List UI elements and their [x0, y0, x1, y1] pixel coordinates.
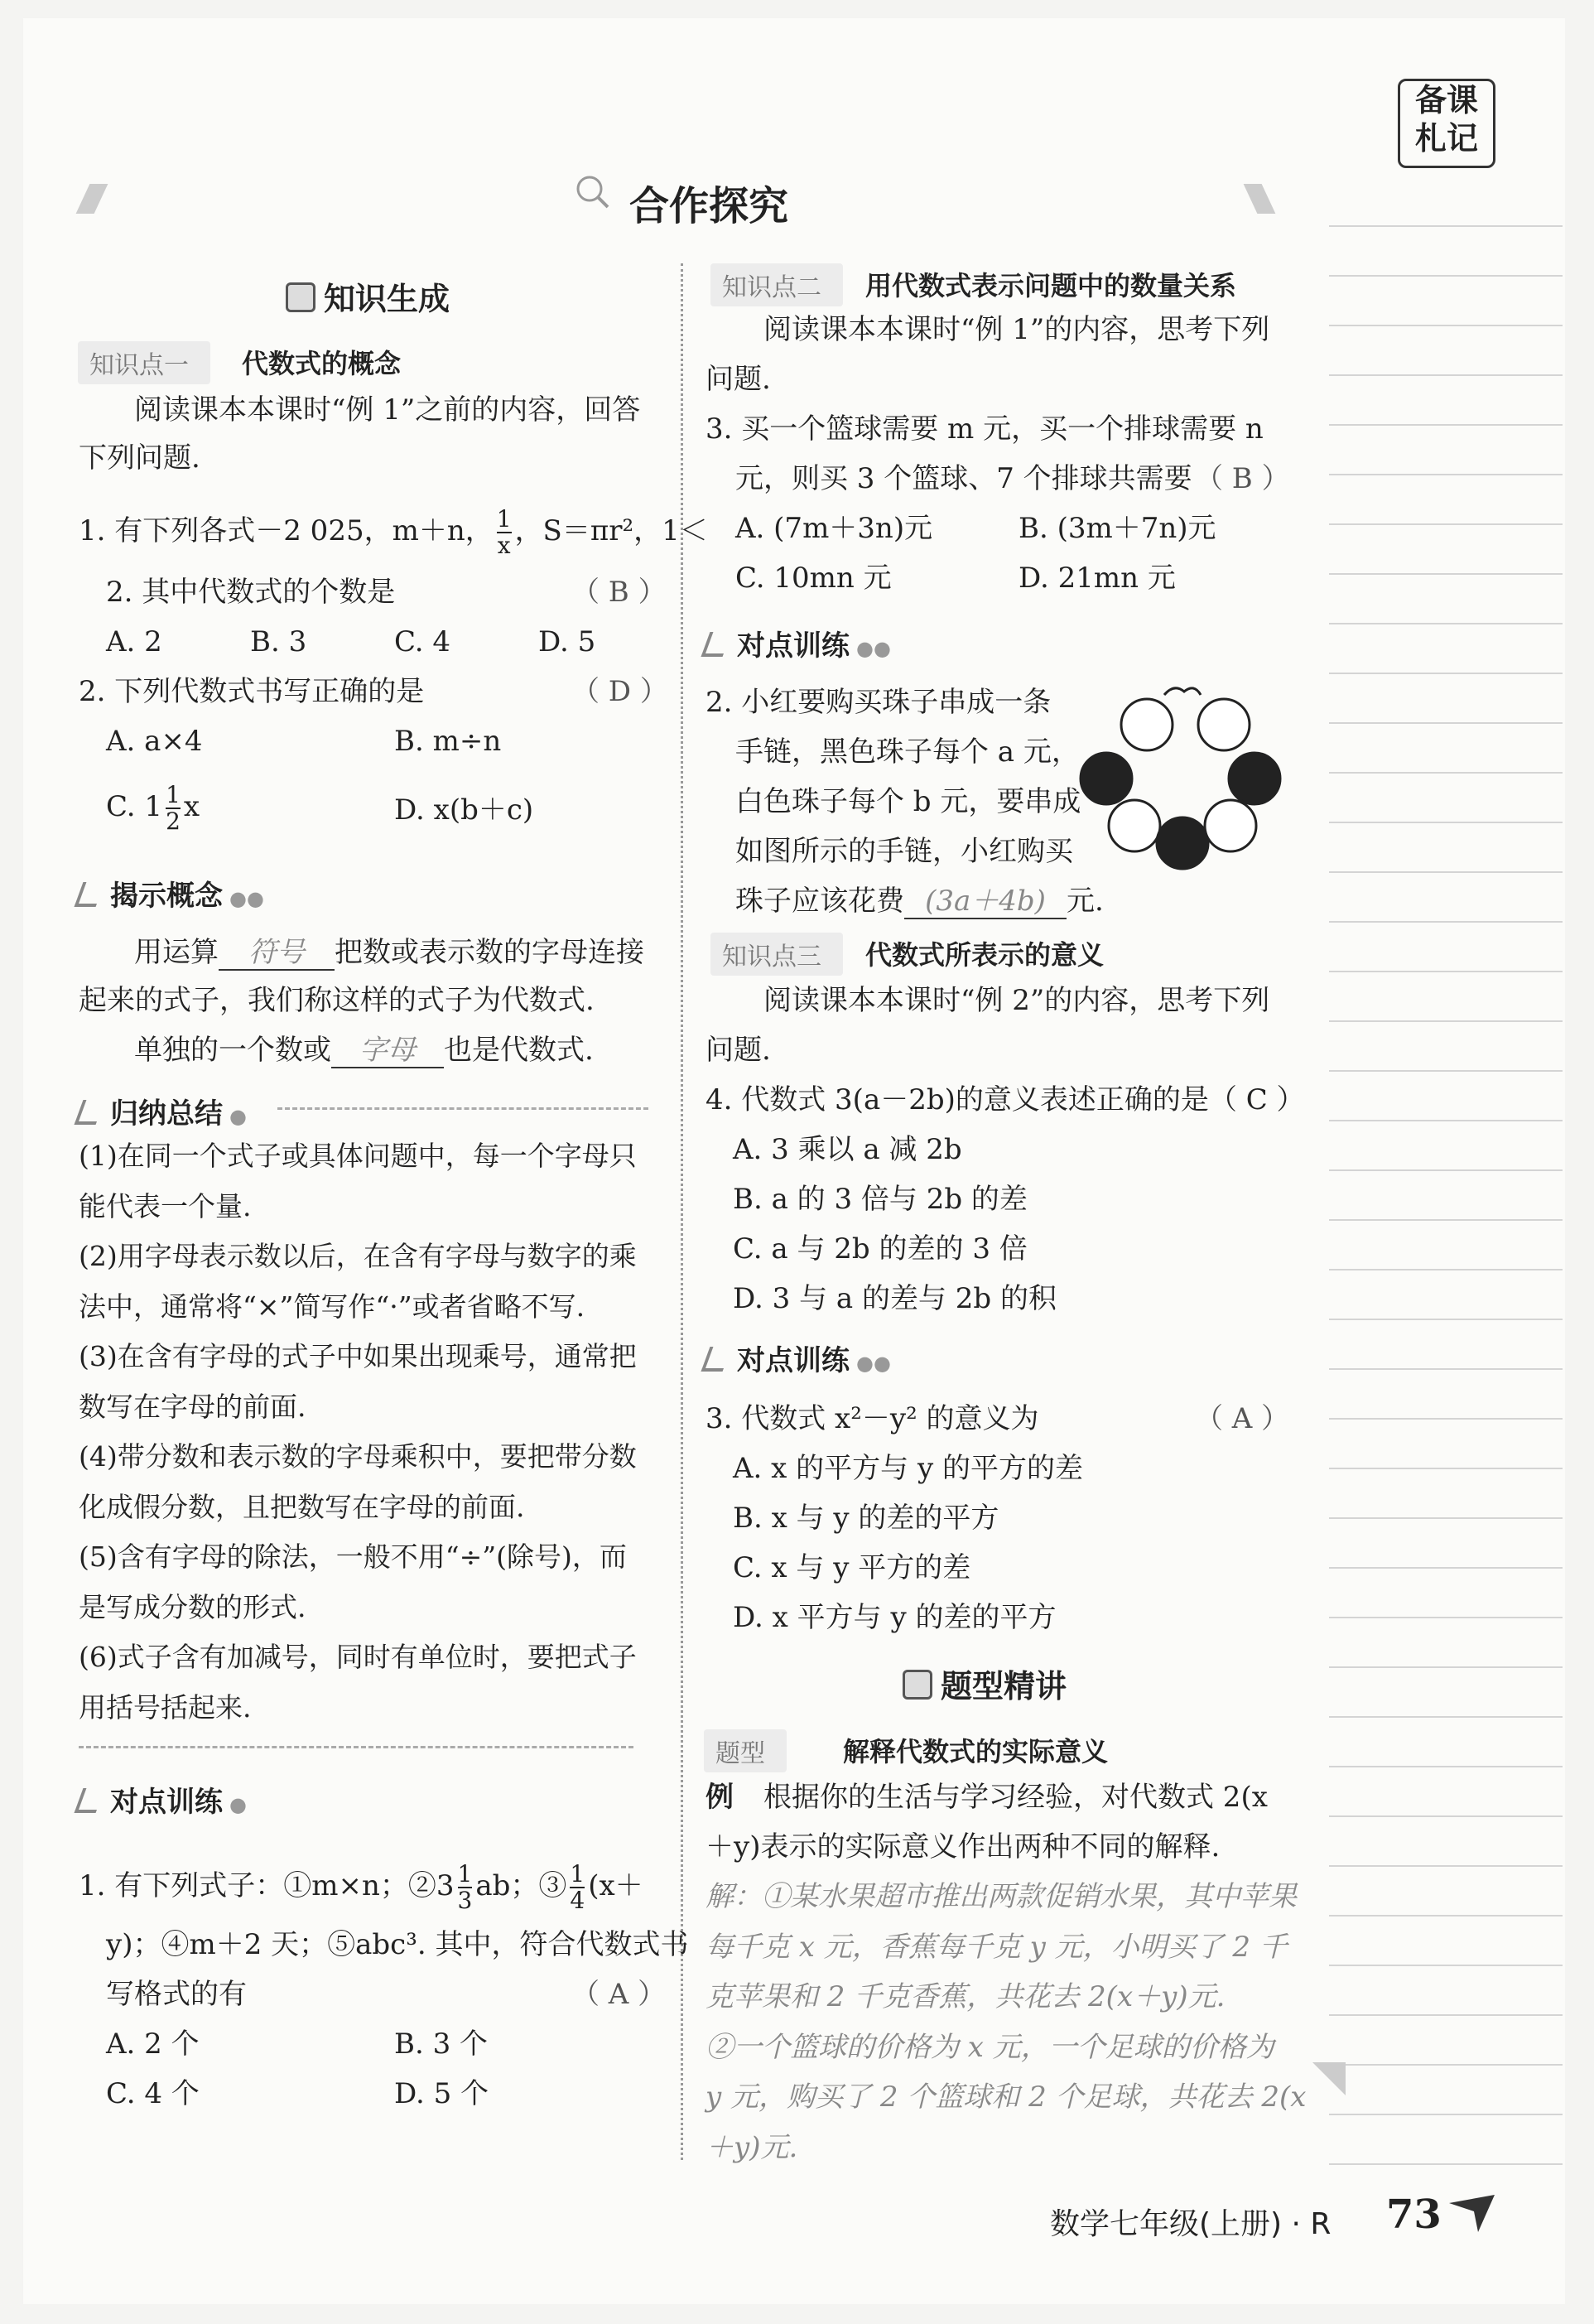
- kp2-tag: 知识点二: [710, 263, 843, 306]
- pen-icon: [75, 1100, 105, 1125]
- note-line: [1329, 2114, 1563, 2115]
- train3-heading: [706, 1338, 891, 1378]
- q1-option-b: B. 3: [250, 625, 307, 658]
- summary-line: 是写成分数的形式.: [79, 1590, 306, 1623]
- tq1-frac-2: [570, 1862, 585, 1913]
- note-line: [1329, 1815, 1563, 1817]
- white-bead: [1109, 800, 1160, 851]
- q2-option-a: A. a×4: [106, 725, 203, 758]
- q3-option-b: B. (3m＋7n)元: [1019, 512, 1216, 545]
- tq1-mid: ab；③: [475, 1869, 567, 1902]
- tq1-answer: （ A ）: [571, 1978, 667, 2011]
- tq3-stem: 3. 代数式 x²－y² 的意义为: [706, 1402, 1039, 1435]
- q2-option-c: [106, 783, 200, 834]
- white-bead: [1205, 800, 1256, 851]
- note-line: [1329, 424, 1563, 426]
- q1-frac-den: x: [497, 532, 511, 559]
- q3-option-a: A. (7m＋3n)元: [735, 512, 933, 545]
- summary-title: 归纳总结: [110, 1097, 223, 1131]
- note-line: [1329, 1716, 1563, 1718]
- kp2-title: 用代数式表示问题中的数量关系: [865, 270, 1237, 301]
- reveal-p2-post: 也是代数式.: [444, 1034, 594, 1067]
- pen-icon: [701, 1347, 732, 1372]
- note-line: [1329, 225, 1563, 227]
- reveal-p2-blank: 字母: [331, 1034, 444, 1068]
- section-title: 知识生成: [324, 281, 450, 317]
- notes-box-line-2: 札记: [1414, 120, 1478, 157]
- q2-answer: （ D ）: [571, 675, 668, 708]
- section-knowledge-generation: [286, 273, 450, 319]
- pen-icon: [701, 632, 732, 657]
- summary-line: (4)带分数和表示数的字母乘积中，要把带分数: [79, 1440, 637, 1473]
- kp1-tag: 知识点一: [78, 341, 210, 384]
- black-bead: [1081, 753, 1132, 804]
- example-line-2: ＋y)表示的实际意义作出两种不同的解释.: [706, 1830, 1221, 1864]
- kp2-intro-1: 阅读课本本课时“例 1”的内容，思考下列: [763, 313, 1270, 346]
- tq2-blank: (3a＋4b): [904, 885, 1067, 919]
- q4-option-d: D. 3 与 a 的差与 2b 的积: [733, 1282, 1057, 1315]
- summary-top-line: [277, 1107, 648, 1110]
- train2-title: 对点训练: [737, 629, 850, 663]
- reveal-p1-blank: 符号: [219, 936, 335, 971]
- tq1-frac-1: [458, 1862, 473, 1913]
- reveal-heading: [79, 873, 264, 914]
- note-line: [1329, 722, 1563, 724]
- kp3-tag: 知识点三: [710, 933, 843, 976]
- tq3-option-a: A. x 的平方与 y 的平方的差: [733, 1452, 1083, 1485]
- q1-line-1: [79, 507, 708, 558]
- q2-optc-post: x: [183, 790, 200, 823]
- tq1-option-a: A. 2 个: [106, 2027, 200, 2061]
- tq2-line: 手链，黑色珠子每个 a 元，: [735, 735, 1080, 769]
- tq2-line: 白色珠子每个 b 元，要串成: [735, 785, 1081, 818]
- q1-frac-num: 1: [496, 505, 512, 533]
- tq1-post: (x＋: [588, 1869, 643, 1902]
- corner-mark-icon: [1312, 2062, 1346, 2095]
- reveal-p1-line1: [134, 936, 644, 971]
- tq1-f1n: 1: [457, 1860, 473, 1888]
- bracelet-figure: [1076, 683, 1283, 874]
- note-line: [1329, 1368, 1563, 1370]
- q3-option-c: C. 10mn 元: [735, 562, 892, 595]
- note-line: [1329, 1219, 1563, 1221]
- summary-line: 法中，通常将“×”简写作“·”或者省略不写.: [79, 1290, 585, 1323]
- tq1-option-c: C. 4 个: [106, 2077, 200, 2110]
- dots-icon: ●: [229, 1793, 247, 1816]
- q1-fraction: [497, 507, 512, 558]
- summary-line: 能代表一个量.: [79, 1189, 252, 1222]
- reveal-p2-pre: 单独的一个数或: [134, 1034, 331, 1067]
- page-title: 合作探究: [629, 183, 789, 229]
- example-line-1: 根据你的生活与学习经验，对代数式 2(x: [763, 1781, 1268, 1814]
- summary-heading: [79, 1091, 247, 1131]
- note-line: [1329, 971, 1563, 972]
- section-icon: [286, 282, 315, 312]
- reveal-p1-line2: 起来的式子，我们称这样的式子为代数式.: [79, 984, 595, 1017]
- dots-icon: ●●: [229, 887, 264, 910]
- summary-line: (3)在含有字母的式子中如果出现乘号，通常把: [79, 1340, 637, 1372]
- q2-optc-den: 2: [166, 808, 181, 835]
- tq3-option-c: C. x 与 y 平方的差: [733, 1551, 971, 1584]
- q4-option-a: A. 3 乘以 a 减 2b: [733, 1133, 962, 1166]
- tq1-f2n: 1: [570, 1860, 585, 1888]
- q1-text-b: ，S＝πr²，1＜: [514, 514, 708, 547]
- note-line: [1329, 1269, 1563, 1270]
- summary-line: (6)式子含有加减号，同时有单位时，要把式子: [79, 1641, 637, 1673]
- note-line: [1329, 275, 1563, 277]
- note-line: [1329, 1666, 1563, 1668]
- note-line: [1329, 2064, 1563, 2066]
- pen-icon: [75, 882, 105, 907]
- tq1-f2d: 4: [570, 1887, 585, 1914]
- tq1-pre: 1. 有下列式子：①m×n；②3: [79, 1869, 455, 1902]
- section2-title: 题型精讲: [941, 1668, 1067, 1704]
- dots-icon: ●●: [856, 637, 891, 660]
- kp1-title: 代数式的概念: [242, 348, 402, 379]
- q1-option-c: C. 4: [394, 625, 451, 658]
- reveal-title: 揭示概念: [110, 880, 223, 913]
- kp2-intro-2: 问题.: [706, 363, 771, 396]
- q2-stem: 2. 下列代数式书写正确的是: [79, 675, 425, 708]
- solution-line: 克苹果和 2 千克香蕉，共花去 2(x＋y)元.: [706, 1980, 1226, 2013]
- train3-title: 对点训练: [737, 1344, 850, 1377]
- q1-option-a: A. 2: [106, 625, 162, 658]
- dots-icon: ●●: [856, 1352, 891, 1375]
- kp3-title: 代数式所表示的意义: [865, 939, 1105, 971]
- note-line: [1329, 2014, 1563, 2016]
- note-line: [1329, 1070, 1563, 1072]
- q3-option-d: D. 21mn 元: [1019, 562, 1176, 595]
- note-line: [1329, 623, 1563, 624]
- q2-optc-num: 1: [166, 781, 181, 808]
- tq2-last-pre: 珠子应该花费: [735, 885, 904, 918]
- tq2-line: 2. 小红要购买珠子串成一条: [706, 686, 1052, 719]
- summary-line: (2)用字母表示数以后，在含有字母与数字的乘: [79, 1240, 637, 1272]
- bracelet-clasp: [1164, 688, 1201, 695]
- tq3-answer: （ A ）: [1195, 1402, 1290, 1435]
- note-line: [1329, 772, 1563, 774]
- note-line: [1329, 523, 1563, 525]
- summary-line: 用括号括起来.: [79, 1690, 252, 1724]
- note-line: [1329, 1617, 1563, 1618]
- note-line: [1329, 1319, 1563, 1320]
- type-title: 解释代数式的实际意义: [843, 1736, 1109, 1767]
- summary-line: 化成假分数，且把数写在字母的前面.: [79, 1490, 525, 1523]
- note-line: [1329, 1915, 1563, 1917]
- tq3-option-d: D. x 平方与 y 的差的平方: [733, 1601, 1057, 1634]
- magnifier-icon: [573, 171, 613, 210]
- reveal-p2: [134, 1034, 594, 1068]
- reveal-p1-post: 把数或表示数的字母连接: [335, 936, 644, 969]
- type-tag: 题型: [704, 1729, 787, 1772]
- note-line: [1329, 2163, 1563, 2165]
- section-icon: [903, 1670, 932, 1700]
- notes-box-line-1: 备课: [1414, 82, 1478, 118]
- note-line: [1329, 325, 1563, 326]
- note-line: [1329, 573, 1563, 575]
- example-label: 例: [706, 1781, 734, 1814]
- q2-option-b: B. m÷n: [394, 725, 502, 758]
- white-bead: [1198, 699, 1250, 750]
- kp3-intro-2: 问题.: [706, 1034, 771, 1067]
- summary-line: (5)含有字母的除法，一般不用“÷”(除号)，而: [79, 1540, 627, 1573]
- dots-icon: ●: [229, 1105, 247, 1128]
- note-line: [1329, 1567, 1563, 1569]
- q4-option-b: B. a 的 3 倍与 2b 的差: [733, 1183, 1028, 1216]
- note-line: [1329, 1020, 1563, 1022]
- tq1-line-1: [79, 1862, 643, 1913]
- section-question-types: [903, 1661, 1067, 1706]
- note-line: [1329, 1169, 1563, 1171]
- page-number: 73: [1386, 2191, 1442, 2238]
- tq2-last-line: [735, 885, 1104, 919]
- tq1-line-2: y)；④m＋2 天；⑤abc³. 其中，符合代数式书: [106, 1928, 689, 1961]
- kp3-intro-1: 阅读课本本课时“例 2”的内容，思考下列: [763, 984, 1270, 1017]
- black-bead: [1229, 753, 1280, 804]
- white-bead: [1121, 699, 1173, 750]
- solution-line: y 元，购买了 2 个篮球和 2 个足球，共花去 2(x: [706, 2081, 1307, 2114]
- footer-book-title: 数学七年级(上册) · R: [1050, 2207, 1332, 2241]
- train1-title: 对点训练: [110, 1786, 223, 1819]
- tq1-line-3: 写格式的有: [106, 1978, 247, 2011]
- solution-line: 每千克 x 元，香蕉每千克 y 元，小明买了 2 千: [706, 1930, 1288, 1964]
- q3-line-2: 元，则买 3 个篮球、7 个排球共需要: [735, 462, 1192, 495]
- tq3-option-b: B. x 与 y 的差的平方: [733, 1502, 999, 1535]
- summary-line: 数写在字母的前面.: [79, 1390, 306, 1423]
- q2-optc-fraction: [166, 783, 181, 834]
- note-line: [1329, 1766, 1563, 1767]
- note-line: [1329, 1120, 1563, 1121]
- q1-option-d: D. 5: [538, 625, 596, 658]
- note-line: [1329, 474, 1563, 475]
- note-line: [1329, 374, 1563, 376]
- pen-icon: [75, 1788, 105, 1813]
- black-bead: [1157, 817, 1208, 869]
- tq1-f1d: 3: [457, 1887, 473, 1914]
- solution-line: ＋y)元.: [706, 2130, 798, 2164]
- q3-answer: （ B ）: [1195, 462, 1290, 495]
- q1-line-2: 2. 其中代数式的个数是: [106, 576, 396, 609]
- kp1-intro-1: 阅读课本本课时“例 1”之前的内容，回答: [134, 393, 641, 427]
- note-line: [1329, 1468, 1563, 1469]
- note-line: [1329, 1965, 1563, 1966]
- q1-answer: （ B ）: [571, 576, 667, 609]
- kp1-intro-2: 下列问题.: [79, 441, 200, 475]
- q1-text-a: 1. 有下列各式－2 025，m＋n，: [79, 514, 494, 547]
- tq1-option-b: B. 3 个: [394, 2027, 489, 2061]
- tq2-line: 如图所示的手链，小红购买: [735, 835, 1073, 868]
- train2-heading: [706, 623, 891, 663]
- arrow-icon: [1445, 2187, 1503, 2236]
- notes-box: [1398, 79, 1495, 168]
- summary-bottom-line: [79, 1746, 633, 1748]
- note-line: [1329, 1418, 1563, 1420]
- note-line: [1329, 921, 1563, 923]
- q2-option-d: D. x(b＋c): [394, 793, 534, 827]
- note-line: [1329, 822, 1563, 823]
- note-line: [1329, 871, 1563, 873]
- q4-stem: 4. 代数式 3(a－2b)的意义表述正确的是（ C ）: [706, 1083, 1305, 1116]
- q3-line-1: 3. 买一个篮球需要 m 元，买一个排球需要 n: [706, 412, 1264, 446]
- solution-line: ②一个篮球的价格为 x 元，一个足球的价格为: [706, 2030, 1274, 2064]
- train1-heading: [79, 1779, 247, 1820]
- reveal-p1-pre: 用运算: [134, 936, 219, 969]
- summary-line: (1)在同一个式子或具体问题中，每一个字母只: [79, 1140, 637, 1172]
- note-line: [1329, 1865, 1563, 1867]
- q4-option-c: C. a 与 2b 的差的 3 倍: [733, 1232, 1028, 1266]
- note-line: [1329, 673, 1563, 674]
- q2-optc-pre: C. 1: [106, 790, 163, 823]
- note-line: [1329, 1517, 1563, 1519]
- solution-line: 解：①某水果超市推出两款促销水果，其中苹果: [706, 1880, 1297, 1913]
- tq1-option-d: D. 5 个: [394, 2077, 489, 2110]
- tq2-last-post: 元.: [1067, 885, 1104, 918]
